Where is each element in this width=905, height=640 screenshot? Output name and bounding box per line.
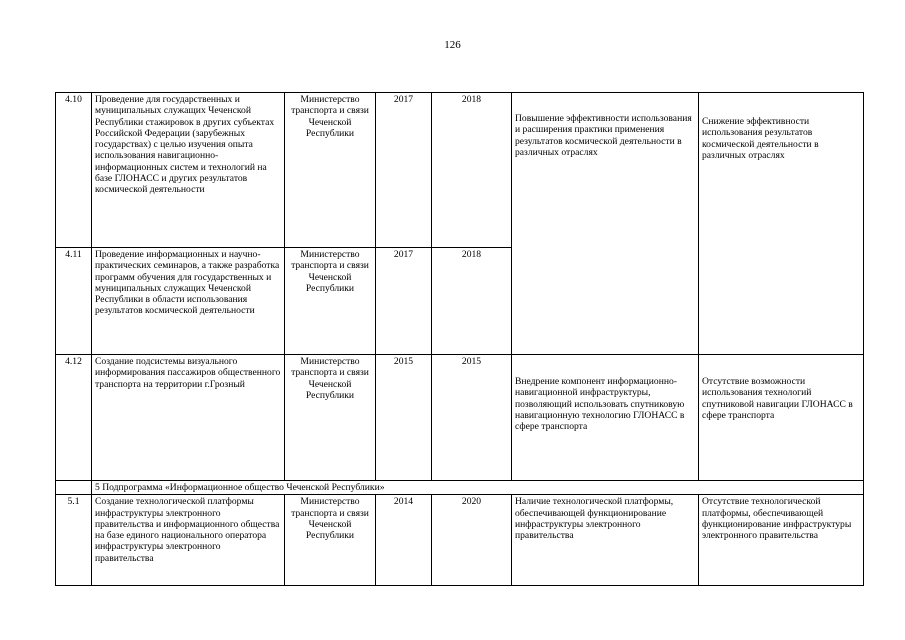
non-implementation-consequence: Отсутствие возможности использования технологий спутниковой навигации ГЛОНАСС в сфере транспорта xyxy=(702,376,853,421)
non-implementation-consequence: Отсутствие технологической платформы, обеспечивающей функционирование инфраструктуры электронного правительства xyxy=(699,495,864,586)
consequence-merged-b xyxy=(699,355,864,481)
expected-result: Внедрение компонент информационно-навигационной инфраструктуры, позволяющий использовать спутниковую навигационную технологию ГЛОНАСС в сфере транспорта xyxy=(515,376,685,433)
non-implementation-consequence: Снижение эффективности использования результатов космической деятельности в различных отраслях xyxy=(702,116,819,161)
measure-name: Проведение информационных и научно-практических семинаров, а также разработка программ обучения для государственных и муниципальных служащих Чеченской Республики в области использования результатов космической деятельности xyxy=(92,248,285,355)
measure-name: Создание технологической платформы инфраструктуры электронного правительства и информационного общества на базе единого национального оператора инфраструктуры электронного правительства xyxy=(92,495,285,586)
measure-name: Проведение для государственных и муниципальных служащих Чеченской Республики стажировок в других субъектах Российской Федерации (зарубежных государствах) с целью изучения опыта использования навигационно-информационных систем и технологий на базе ГЛОНАСС и других результатов космической деятельности xyxy=(92,93,285,248)
page-number: 126 xyxy=(444,39,461,51)
section-number-cell xyxy=(56,481,92,495)
end-year: 2020 xyxy=(432,495,512,586)
executor: Министерство транспорта и связи Чеченской Республики xyxy=(285,93,376,248)
expected-result: Наличие технологической платформы, обеспечивающей функционирование инфраструктуры электронного правительства xyxy=(512,495,699,586)
row-number: 4.11 xyxy=(56,248,92,355)
row-number: 4.12 xyxy=(56,355,92,481)
start-year: 2017 xyxy=(376,93,432,248)
end-year: 2018 xyxy=(432,248,512,355)
executor: Министерство транспорта и связи Чеченской Республики xyxy=(285,248,376,355)
section-header-row xyxy=(56,481,864,495)
executor: Министерство транспорта и связи Чеченской Республики xyxy=(285,495,376,586)
table-row-5-1 xyxy=(56,495,864,586)
start-year: 2015 xyxy=(376,355,432,481)
table-row-4-12 xyxy=(56,355,864,481)
executor: Министерство транспорта и связи Чеченской Республики xyxy=(285,355,376,481)
measure-name: Создание подсистемы визуального информирования пассажиров общественного транспорта на территории г.Грозный xyxy=(92,355,285,481)
start-year: 2014 xyxy=(376,495,432,586)
consequence-merged-a xyxy=(699,93,864,355)
end-year: 2018 xyxy=(432,93,512,248)
section-title: 5 Подпрограмма «Информационное общество Чеченской Республики» xyxy=(92,481,864,495)
measures-table xyxy=(55,92,864,586)
row-number: 5.1 xyxy=(56,495,92,586)
table-row-4-10 xyxy=(56,93,864,248)
end-year: 2015 xyxy=(432,355,512,481)
expected-result-merged-b xyxy=(512,355,699,481)
expected-result: Повышение эффективности использования и расширения практики применения результатов космической деятельности в различных отраслях xyxy=(515,113,692,158)
start-year: 2017 xyxy=(376,248,432,355)
row-number: 4.10 xyxy=(56,93,92,248)
expected-result-merged-a xyxy=(512,93,699,355)
